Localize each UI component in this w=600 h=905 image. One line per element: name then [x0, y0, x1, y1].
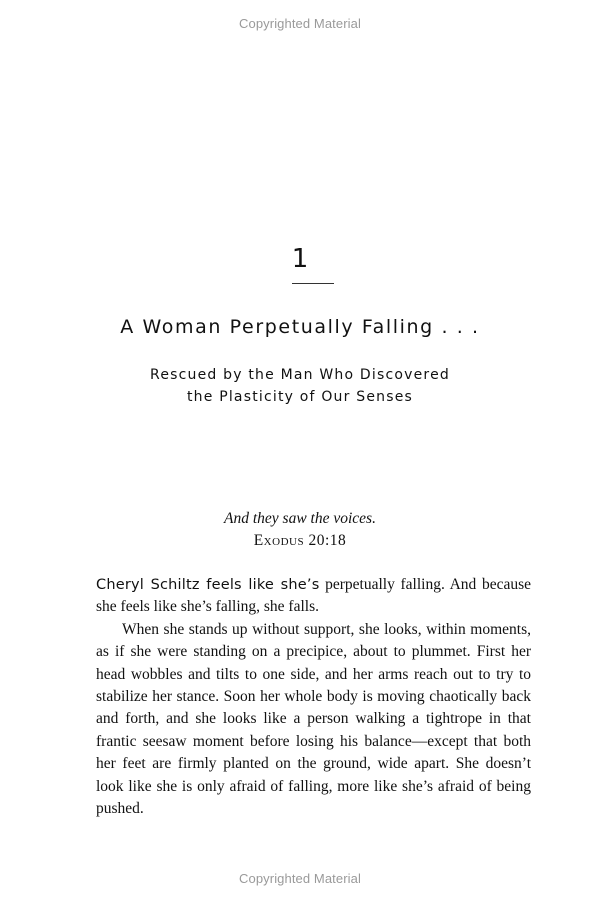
- epigraph: [0, 508, 600, 552]
- chapter-subtitle-line: the Plasticity of Our Senses: [186, 389, 414, 405]
- epigraph-source: Exodus 20:18: [253, 532, 347, 549]
- chapter-title: A Woman Perpetually Falling . . .: [120, 316, 480, 338]
- paragraph-lead-in: Cheryl Schiltz feels like she’s: [96, 577, 320, 593]
- epigraph-quote: And they saw the voices.: [224, 510, 376, 527]
- copyright-watermark-top: Copyrighted Material: [239, 16, 361, 31]
- chapter-number: 1: [291, 244, 309, 274]
- body-text: [96, 574, 531, 820]
- paragraph-text: perpetually falling. And because she feels like she’s falling, she falls.: [96, 576, 531, 616]
- chapter-subtitle: [0, 364, 600, 408]
- chapter-subtitle-line: Rescued by the Man Who Discovered: [150, 367, 450, 383]
- chapter-divider: [292, 283, 334, 284]
- paragraph: [96, 574, 531, 619]
- copyright-watermark-bottom: Copyrighted Material: [239, 871, 361, 886]
- paragraph: When she stands up without support, she looks, within moments, as if she were standing on a precipice, about to plummet. First her head wobbles and tilts to one side, and her arms reach out to try to stabilize her stance. Soon her whole body is moving chaotically back and forth, and she looks like a person walking a tightrope in that frantic seesaw moment before losing his balance—except that both her feet are firmly planted on the ground, wide apart. She doesn’t look like she is only afraid of falling, more like she’s afraid of being pushed.: [96, 620, 531, 818]
